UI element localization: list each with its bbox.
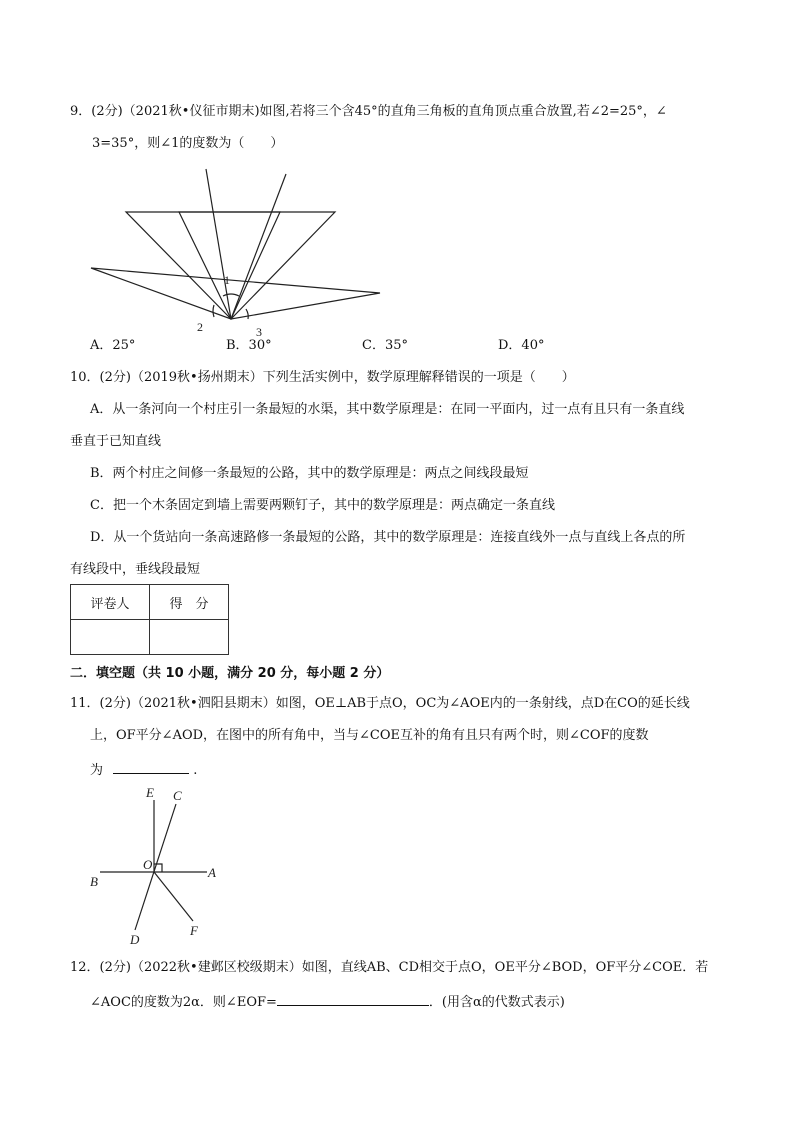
q11-label-f: F <box>190 923 198 938</box>
q11-label-o: O <box>143 857 153 872</box>
q12-line2-text: ∠AOC的度数为2α．则∠EOF= <box>90 995 277 1010</box>
q11-label-a: A <box>208 865 216 880</box>
q10-option-c: C．把一个木条固定到墙上需要两颗钉子，其中的数学原理是：两点确定一条直线 <box>90 498 555 513</box>
q11-stem-line1: 11．(2分)（2021秋•泗阳县期末）如图，OE⊥AB于点O，OC为∠AOE内的一条射线，点D在CO的延长线 <box>70 696 690 711</box>
q9-stem-line2: 3=35°，则∠1的度数为（ ） <box>92 136 284 151</box>
score-table-header-grader: 评卷人 <box>71 585 150 620</box>
triangle-right <box>179 212 335 319</box>
q9-option-c: C．35° <box>362 338 408 353</box>
angle-arc-3 <box>246 309 248 319</box>
q11-line3-end: . <box>193 763 198 778</box>
q9-label-2: 2 <box>197 320 203 334</box>
q11-stem-line2: 上，OF平分∠AOD，在图中的所有角中，当与∠COE互补的角有且只有两个时，则∠COF的度数 <box>90 728 649 743</box>
q11-answer-blank[interactable] <box>113 759 189 774</box>
q9-figure <box>84 164 389 339</box>
q12-stem-line2 <box>90 991 565 1012</box>
q9-stem-line1: 9．(2分)（2021秋•仪征市期末)如图,若将三个含45°的直角三角板的直角顶点重合放置,若∠2=25°，∠ <box>70 104 667 119</box>
q11-label-d: D <box>130 932 140 947</box>
ray-of <box>154 872 193 921</box>
line-cd <box>135 804 176 930</box>
ray-top-right <box>231 174 286 319</box>
score-table-grader-cell[interactable] <box>71 620 150 655</box>
q11-label-b: B <box>90 874 98 889</box>
q11-stem-line3 <box>90 759 197 780</box>
q10-option-a-line1: A．从一条河向一个村庄引一条最短的水渠，其中数学原理是：在同一平面内，过一点有且只有一条直线 <box>90 402 685 417</box>
q9-option-d: D．40° <box>498 338 545 353</box>
angle-arc-2 <box>213 305 214 317</box>
q9-option-b: B．30° <box>226 338 272 353</box>
section-title: 二．填空题（共 10 小题，满分 20 分，每小题 2 分） <box>70 666 390 681</box>
q9-label-3: 3 <box>256 325 262 339</box>
q10-stem: 10．(2分)（2019秋•扬州期末）下列生活实例中，数学原理解释错误的一项是（ ） <box>70 370 575 385</box>
q10-option-d-line1: D．从一个货站向一条高速路修一条最短的公路，其中的数学原理是：连接直线外一点与直线上各点的所 <box>90 530 686 545</box>
score-table-score-cell[interactable] <box>150 620 229 655</box>
q11-figure <box>86 782 226 947</box>
q11-label-c: C <box>173 788 182 803</box>
q10-option-d-line2: 有线段中，垂线段最短 <box>70 562 201 577</box>
q12-answer-blank[interactable] <box>277 991 429 1006</box>
q10-option-a-line2: 垂直于已知直线 <box>70 434 162 449</box>
score-table-header-score: 得 分 <box>150 585 229 620</box>
score-table <box>70 584 229 655</box>
q12-line2-end: ．(用含α的代数式表示) <box>428 995 565 1010</box>
q12-stem-line1: 12．(2分)（2022秋•建邺区校级期末）如图，直线AB、CD相交于点O，OE平分∠BOD，OF平分∠COE．若 <box>70 960 709 975</box>
q10-option-b: B．两个村庄之间修一条最短的公路，其中的数学原理是：两点之间线段最短 <box>90 466 529 481</box>
q11-line3-text: 为 <box>90 763 104 778</box>
triangle-left <box>126 212 280 319</box>
q9-option-a: A．25° <box>90 338 136 353</box>
q9-label-1: 1 <box>224 273 230 287</box>
angle-arc-1 <box>223 294 239 296</box>
triangle-top <box>91 268 380 319</box>
q11-label-e: E <box>146 785 154 800</box>
